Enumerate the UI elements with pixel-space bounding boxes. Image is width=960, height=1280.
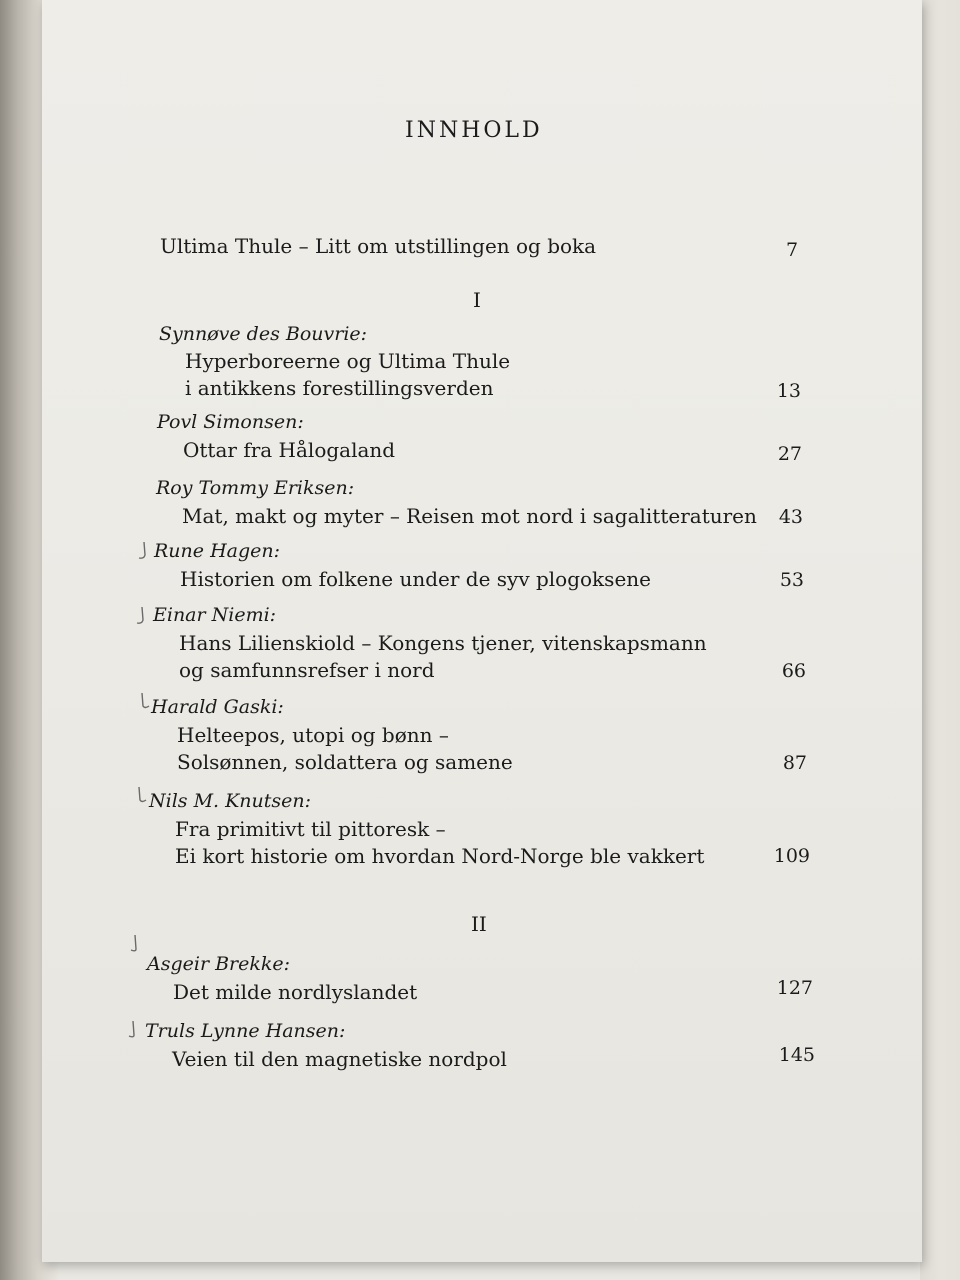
page-edge	[920, 0, 960, 1280]
entry-author: Asgeir Brekke:	[147, 953, 291, 975]
pencil-check-mark-icon	[127, 934, 141, 954]
entry-author: Synnøve des Bouvrie:	[159, 323, 368, 345]
contents-heading: INNHOLD	[405, 118, 543, 143]
entry-title-line: og samfunnsrefser i nord	[179, 658, 435, 682]
pencil-check-mark-icon	[125, 1020, 139, 1040]
entry-author: Nils M. Knutsen:	[149, 790, 312, 812]
entry-title-line: Solsønnen, soldattera og samene	[177, 750, 513, 774]
entry-title-line: Fra primitivt til pittoresk –	[175, 817, 446, 841]
entry-title-line: Hyperboreerne og Ultima Thule	[185, 349, 511, 373]
entry-title-line: Det milde nordlyslandet	[173, 980, 418, 1004]
entry-author: Harald Gaski:	[151, 696, 284, 718]
entry-title-line: Ottar fra Hålogaland	[183, 438, 396, 462]
entry-author: Povl Simonsen:	[157, 411, 304, 433]
pencil-check-mark-icon	[134, 786, 148, 806]
entry-title-line: Helteepos, utopi og bønn –	[177, 723, 449, 747]
intro-entry-title: Ultima Thule – Litt om utstillingen og boka	[160, 234, 597, 258]
section-label-2: II	[471, 912, 487, 936]
entry-page-number: 43	[778, 506, 803, 528]
entry-page-number: 13	[776, 380, 801, 402]
entry-page-number: 53	[779, 569, 804, 591]
intro-entry-page: 7	[786, 239, 799, 261]
section-label-1: I	[473, 288, 481, 312]
entry-author: Roy Tommy Eriksen:	[156, 477, 355, 499]
entry-author: Rune Hagen:	[154, 540, 281, 562]
entry-author: Truls Lynne Hansen:	[145, 1020, 346, 1042]
entry-title-line: Ei kort historie om hvordan Nord-Norge ble vakkert	[175, 844, 705, 868]
entry-title-line: i antikkens forestillingsverden	[185, 376, 494, 400]
entry-page-number: 66	[781, 660, 806, 682]
entry-author: Einar Niemi:	[153, 604, 277, 626]
entry-title-line: Hans Lilienskiold – Kongens tjener, vitenskapsmann	[179, 631, 707, 655]
pencil-check-mark-icon	[137, 692, 151, 712]
pencil-check-mark-icon	[132, 606, 146, 626]
entry-page-number: 27	[777, 443, 802, 465]
entry-title-line: Historien om folkene under de syv plogoksene	[180, 567, 651, 591]
entry-title-line: Veien til den magnetiske nordpol	[172, 1047, 507, 1071]
pencil-check-mark-icon	[134, 541, 148, 561]
entry-page-number: 127	[776, 977, 813, 999]
entry-page-number: 145	[778, 1044, 815, 1066]
entry-title-line: Mat, makt og myter – Reisen mot nord i sagalitteraturen	[182, 504, 757, 528]
entry-page-number: 87	[782, 752, 807, 774]
entry-page-number: 109	[773, 845, 810, 867]
